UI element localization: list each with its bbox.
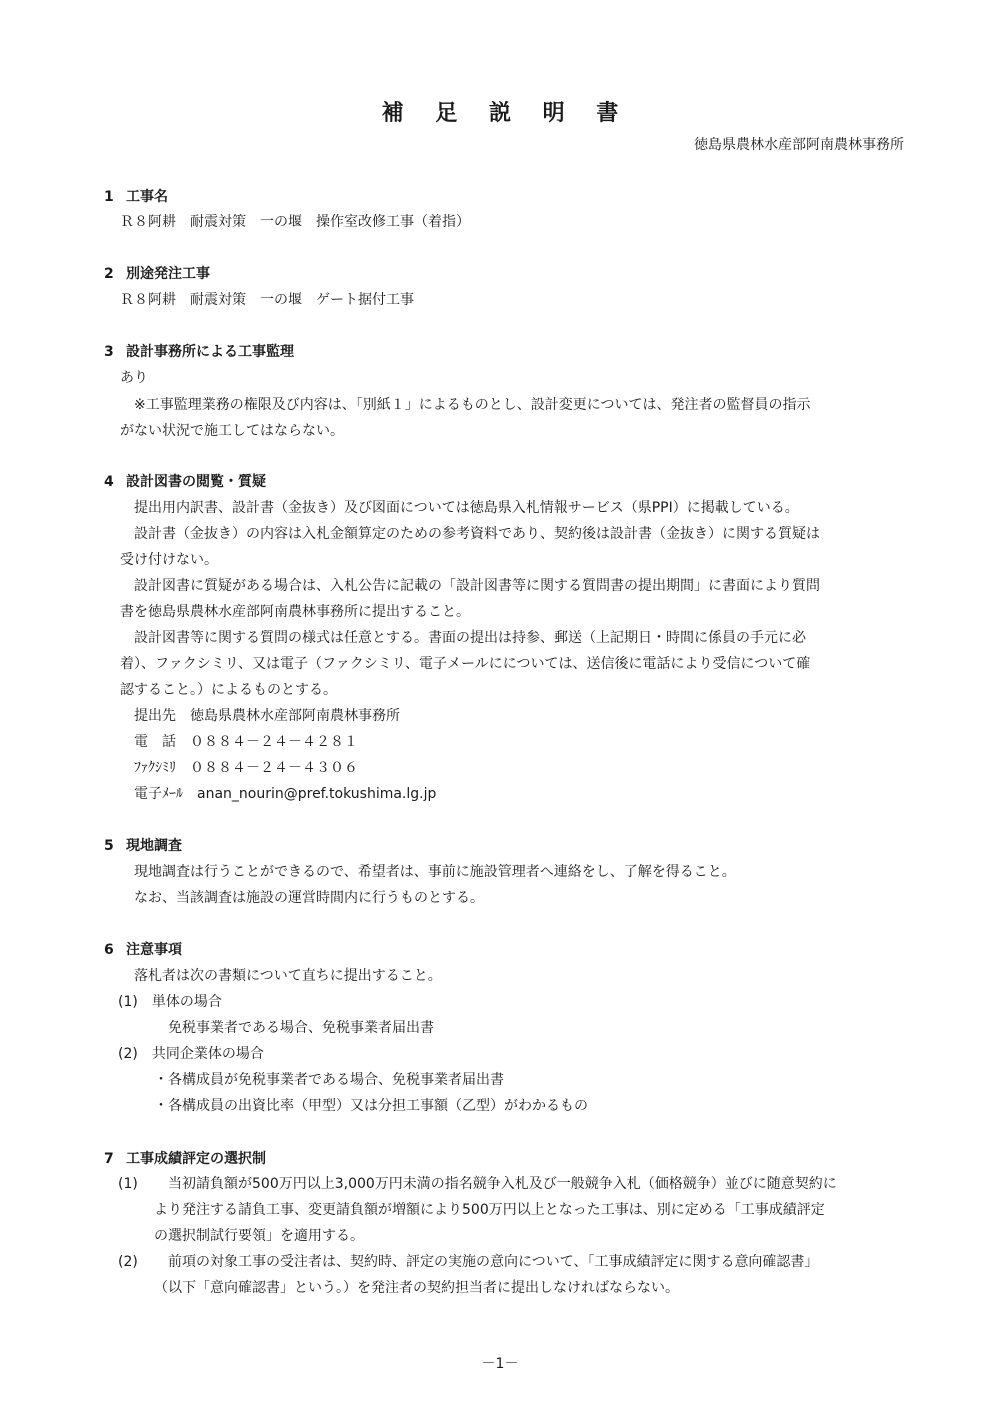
- submission-address: 提出先 徳島県農林水産部阿南農林事務所: [134, 708, 400, 724]
- section-number: 6: [104, 942, 114, 958]
- section-6-bullet: ・各構成員の出資比率（甲型）又は分担工事額（乙型）がわかるもの: [154, 1098, 588, 1114]
- section-2-heading: [104, 264, 210, 284]
- section-7-line: 当初請負額が500万円以上3,000万円未満の指名競争入札及び一般競争入札（価格競争）並びに随意契約に: [168, 1176, 837, 1192]
- section-4-line: 設計書（金抜き）の内容は入札金額算定のための参考資料であり、契約後は設計書（金抜き）に関する質疑は: [134, 526, 820, 542]
- section-title: 現地調査: [126, 838, 182, 854]
- section-title: 設計事務所による工事監理: [126, 344, 294, 360]
- section-7-line: の選択制試行要領」を適用する。: [154, 1228, 364, 1244]
- issuing-office: 徳島県農林水産部阿南農林事務所: [694, 137, 904, 153]
- section-3-line: あり: [120, 370, 148, 386]
- section-number: 7: [104, 1151, 114, 1167]
- page-number: －1－: [481, 1356, 519, 1372]
- item-marker: (1): [118, 1176, 138, 1192]
- section-4-line: 提出用内訳書、設計書（金抜き）及び図面については徳島県入札情報サービス（県PPI）に掲載している。: [134, 500, 799, 516]
- section-6-bullet: ・各構成員が免税事業者である場合、免税事業者届出書: [154, 1072, 504, 1088]
- section-4-line: 受け付けない。: [120, 552, 218, 568]
- section-title: 工事名: [126, 189, 168, 205]
- section-4-line: 書を徳島県農林水産部阿南農林事務所に提出すること。: [120, 604, 470, 620]
- section-6-line: 落札者は次の書類について直ちに提出すること。: [134, 968, 442, 984]
- section-title: 設計図書の閲覧・質疑: [126, 474, 266, 490]
- section-title: 工事成績評定の選択制: [126, 1151, 266, 1167]
- email-address: 電子ﾒｰﾙ anan_nourin@pref.tokushima.lg.jp: [134, 786, 437, 802]
- section-7-line: より発注する請負工事、変更請負額が増額により500万円以上となった工事は、別に定める「工事成績評定: [154, 1202, 825, 1218]
- section-5-line: なお、当該調査は施設の運営時間内に行うものとする。: [134, 890, 484, 906]
- section-1-body: Ｒ８阿耕 耐震対策 一の堰 操作室改修工事（着指）: [120, 214, 470, 230]
- section-2-body: Ｒ８阿耕 耐震対策 一の堰 ゲート据付工事: [120, 292, 414, 308]
- section-title: 別途発注工事: [126, 266, 210, 282]
- section-6-item: (2) 共同企業体の場合: [118, 1046, 264, 1062]
- section-6-line: 免税事業者である場合、免税事業者届出書: [168, 1020, 434, 1036]
- section-3-line: ※工事監理業務の権限及び内容は、「別紙１」によるものとし、設計変更については、発注者の監督員の指示: [134, 397, 811, 413]
- section-5-line: 現地調査は行うことができるので、希望者は、事前に施設管理者へ連絡をし、了解を得ること。: [134, 864, 736, 880]
- item-marker: (2): [118, 1254, 138, 1270]
- document-title: 補 足 説 明 書: [381, 101, 631, 126]
- section-1-heading: [104, 187, 168, 207]
- section-number: 5: [104, 838, 114, 854]
- section-number: 2: [104, 266, 114, 282]
- section-4-line: 設計図書に質疑がある場合は、入札公告に記載の「設計図書等に関する質問書の提出期間」に書面により質問: [134, 578, 820, 594]
- section-title: 注意事項: [126, 942, 182, 958]
- section-3-line: がない状況で施工してはならない。: [120, 423, 344, 439]
- section-4-heading: [104, 472, 266, 492]
- section-3-heading: [104, 342, 294, 362]
- section-6-item: (1) 単体の場合: [118, 994, 222, 1010]
- section-7-heading: [104, 1149, 266, 1169]
- phone-number: 電 話 ０８８４－２４－４２８１: [134, 734, 358, 750]
- section-number: 3: [104, 344, 114, 360]
- section-number: 1: [104, 189, 114, 205]
- section-7-line: （以下「意向確認書」という。）を発注者の契約担当者に提出しなければならない。: [154, 1280, 679, 1296]
- fax-number: ﾌｧｸｼﾐﾘ ０８８４－２４－４３０６: [134, 760, 358, 776]
- section-6-heading: [104, 940, 182, 960]
- section-number: 4: [104, 474, 114, 490]
- section-4-line: 設計図書等に関する質問の様式は任意とする。書面の提出は持参、郵送（上記期日・時間に係員の手元に必: [134, 630, 806, 646]
- section-4-line: 着）、ファクシミリ、又は電子（ファクシミリ、電子メールにについては、送信後に電話により受信について確: [120, 656, 811, 672]
- section-4-line: 認すること。）によるものとする。: [120, 682, 337, 698]
- section-5-heading: [104, 836, 182, 856]
- section-7-line: 前項の対象工事の受注者は、契約時、評定の実施の意向について、「工事成績評定に関する意向確認書」: [168, 1254, 819, 1270]
